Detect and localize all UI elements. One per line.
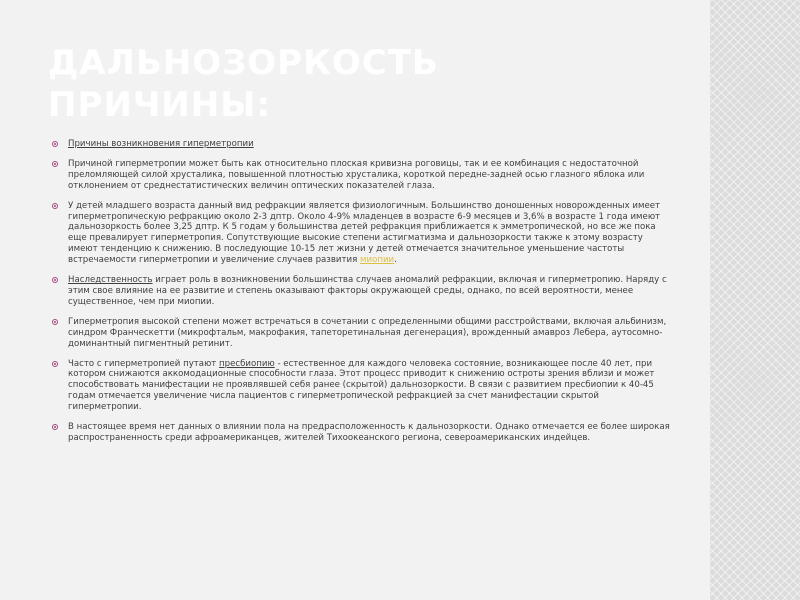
bullet-text: Причиной гиперметропии может быть как относительно плоская кривизна роговицы, так и ее комбинация с недостаточной преломляющей силой хрусталика, повышенной плотностью хрусталика, короткой передне-задней осью глазного яблока или отклонением от среднестатистических величин оптических показателей глаза. (68, 158, 645, 191)
presbyopia-term: пресбиопию (219, 358, 275, 369)
bullet-item (50, 201, 670, 266)
bullet-text: Часто с гиперметропией путают (68, 358, 220, 369)
bullet-item (50, 317, 670, 350)
bullet-list (50, 139, 670, 453)
heredity-term: Наследственность (68, 275, 153, 286)
bullet-icon (52, 203, 58, 209)
bullet-icon (52, 161, 58, 167)
slide-title-line-2: ПРИЧИНЫ: (48, 85, 272, 125)
bullet-item (50, 422, 670, 444)
bullet-text-end: - естественное для каждого человека состояние, возникающее после 40 лет, при котором снижаются аккомодационные способности глаза. Этот процесс приводит к снижению остроты зрения вблизи и может способствовать манифестации не проявлявшей себя ранее (скрытой) дальнозоркости. В связи с развитием пресбиопии к 40-45 годам отмечается увеличение числа пациентов с гиперметропической рефракцией за счет манифестации скрытой гиперметропии. (68, 358, 655, 413)
decorative-side-strip (710, 0, 800, 600)
bullet-item (50, 159, 670, 192)
bullet-heading: Причины возникновения гиперметропии (68, 139, 254, 149)
bullet-item (50, 139, 670, 150)
bullet-icon (52, 141, 58, 147)
bullet-icon (52, 424, 58, 430)
myopia-link[interactable]: миопии (360, 255, 395, 266)
bullet-text-end: . (394, 255, 397, 266)
bullet-icon (52, 319, 58, 325)
bullet-item (50, 359, 670, 414)
bullet-text: играет роль в возникновении большинства случаев аномалий рефракции, включая и гиперметропию. Наряду с этим свое влияние на ее развитие и степень оказывают факторы окружающей среды, однако, по всей вероятности, менее существенное, чем при миопии. (68, 275, 667, 307)
bullet-text: Гиперметропия высокой степени может встречаться в сочетании с определенными общими расстройствами, включая альбинизм, синдром Франческетти (микрофтальм, макрофакия, тапеторетинальная дегенерация), врожденный амавроз Лебера, аутосомно-доминантный пигментный ретинит. (68, 316, 667, 349)
bullet-text: В настоящее время нет данных о влиянии пола на предрасположенность к дальнозоркости. Однако отмечается ее более широкая распространенность среди афроамериканцев, жителей Тихоокеанского региона, североамериканских индейцев. (68, 422, 670, 443)
slide-title-line-1: ДАЛЬНОЗОРКОСТЬ (48, 43, 439, 83)
bullet-text: У детей младшего возраста данный вид рефракции является физиологичным. Большинство доношенных новорожденных имеет гиперметропическую рефракцию около 2-3 дптр. Около 4-9% младенцев в возрасте 6-9 месяцев и 3,6% в возрасте 1 года имеют дальнозоркость более 3,25 дптр. К 5 годам у большинства детей рефракция приближается к эмметропической, но все же пока еще превалирует гиперметропия. Сопутствующие высокие степени астигматизма и дальнозоркости также к этому возрасту имеют тенденцию к снижению. В последующие 10-15 лет жизни у детей отмечается значительное уменьшение частоты встречаемости гиперметропии и увеличение случаев развития (68, 200, 661, 266)
bullet-icon (52, 277, 58, 283)
bullet-item (50, 275, 670, 308)
slide-title (48, 42, 668, 126)
bullet-icon (52, 361, 58, 367)
